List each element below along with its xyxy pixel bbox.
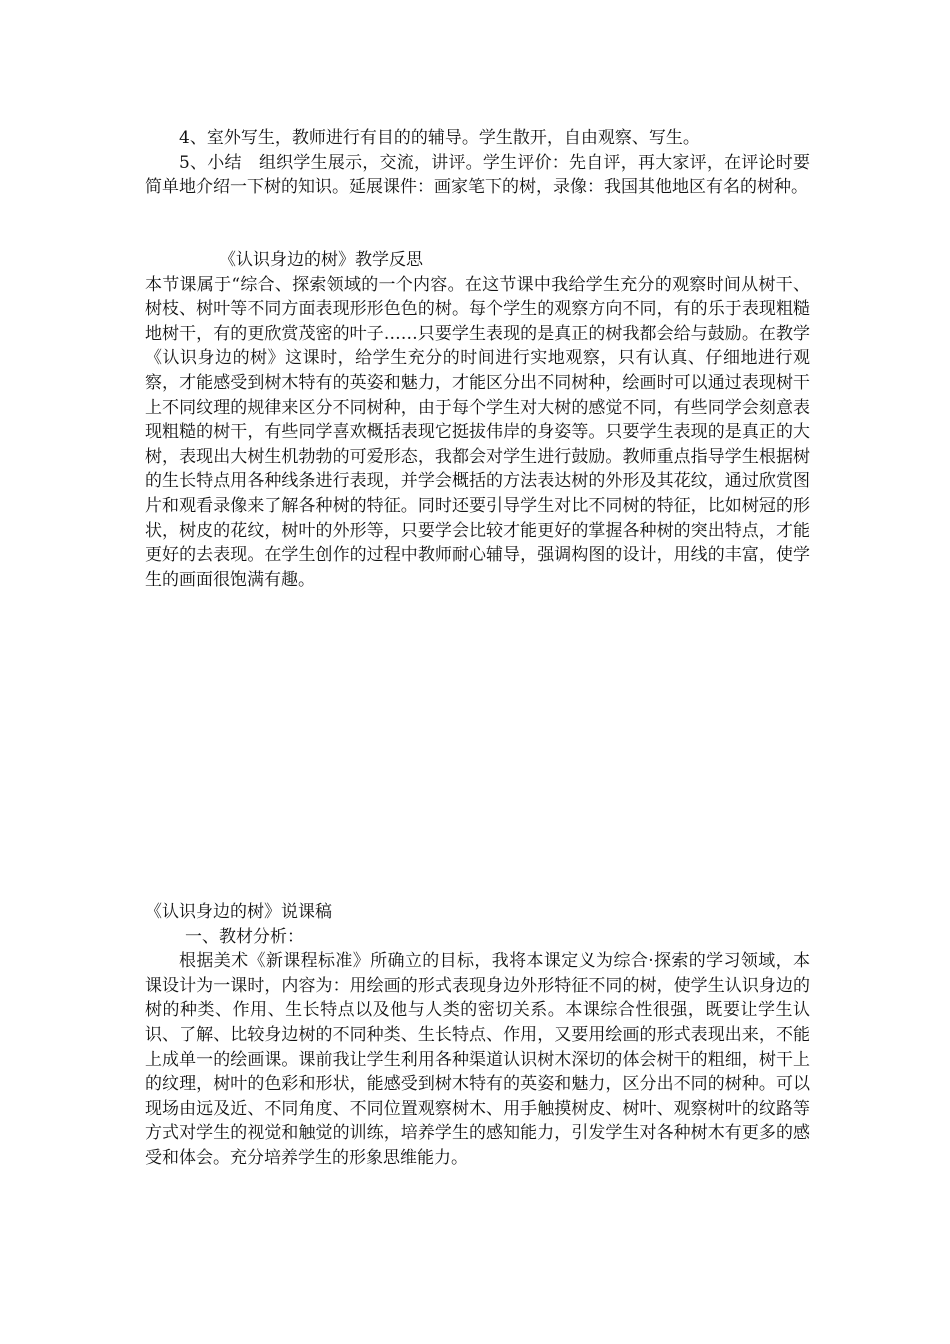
lecture-body: 根据美术《新课程标准》所确立的目标，我将本课定义为综合·探索的学习领域，本课设计为一课时，内容为：用绘画的形式表现身边外形特征不同的树，使学生认识身边的树的种类、作用、生长特点以及他与人类的密切关系。本课综合性很强，既要让学生认识、了解、比较身边树的不同种类、生长特点、作用，又要用绘画的形式表现出来，不能上成单一的绘画课。课前我让学生利用各种渠道认识树木深切的体会树干的粗细，树干上的纹理，树叶的色彩和形状，能感受到树木特有的英姿和魅力，区分出不同的树种。可以现场由远及近、不同角度、不同位置观察树木、用手触摸树皮、树叶、观察树叶的纹路等方式对学生的视觉和触觉的训练，培养学生的感知能力，引发学生对各种树木有更多的感受和体会。充分培养学生的形象思维能力。 <box>145 951 810 1168</box>
lecture-title: 《认识身边的树》说课稿 <box>145 902 332 922</box>
teaching-steps-section <box>145 126 810 200</box>
lecture-section <box>145 900 810 1171</box>
reflection-body: 本节课属于“综合、探索领域的一个内容。在这节课中我给学生充分的观察时间从树干、树枝、树叶等不同方面表现形形色色的树。每个学生的观察方向不同，有的乐于表现粗糙地树干，有的更欣赏茂密的叶子……只要学生表现的是真正的树我都会给与鼓励。在教学《认识身边的树》这课时，给学生充分的时间进行实地观察，只有认真、仔细地进行观察，才能感受到树木特有的英姿和魅力，才能区分出不同树种，绘画时可以通过表现树干上不同纹理的规律来区分不同树种，由于每个学生对大树的感觉不同，有些同学会刻意表现粗糙的树干，有些同学喜欢概括表现它挺拔伟岸的身姿等。只要学生表现的是真正的大树，表现出大树生机勃勃的可爱形态，我都会对学生进行鼓励。教师重点指导学生根据树的生长特点用各种线条进行表现，并学会概括的方法表达树的外形及其花纹，通过欣赏图片和观看录像来了解各种树的特征。同时还要引导学生对比不同树的特征，比如树冠的形状，树皮的花纹，树叶的外形等，只要学会比较才能更好的掌握各种树的突出特点，才能更好的去表现。在学生创作的过程中教师耐心辅导，强调构图的设计，用线的丰富，使学生的画面很饱满有趣。 <box>145 274 810 590</box>
reflection-section <box>145 248 810 592</box>
step-4-paragraph: 4、室外写生，教师进行有目的的辅导。学生散开，自由观察、写生。 <box>179 128 700 148</box>
step-5-paragraph: 5、小结 组织学生展示，交流，讲评。学生评价：先自评，再大家评，在评论时要简单地介绍一下树的知识。延展课件：画家笔下的树，录像：我国其他地区有名的树种。 <box>145 152 810 198</box>
lecture-subtitle: 一、教材分析： <box>185 926 304 947</box>
reflection-title: 《认识身边的树》教学反思 <box>219 250 423 270</box>
